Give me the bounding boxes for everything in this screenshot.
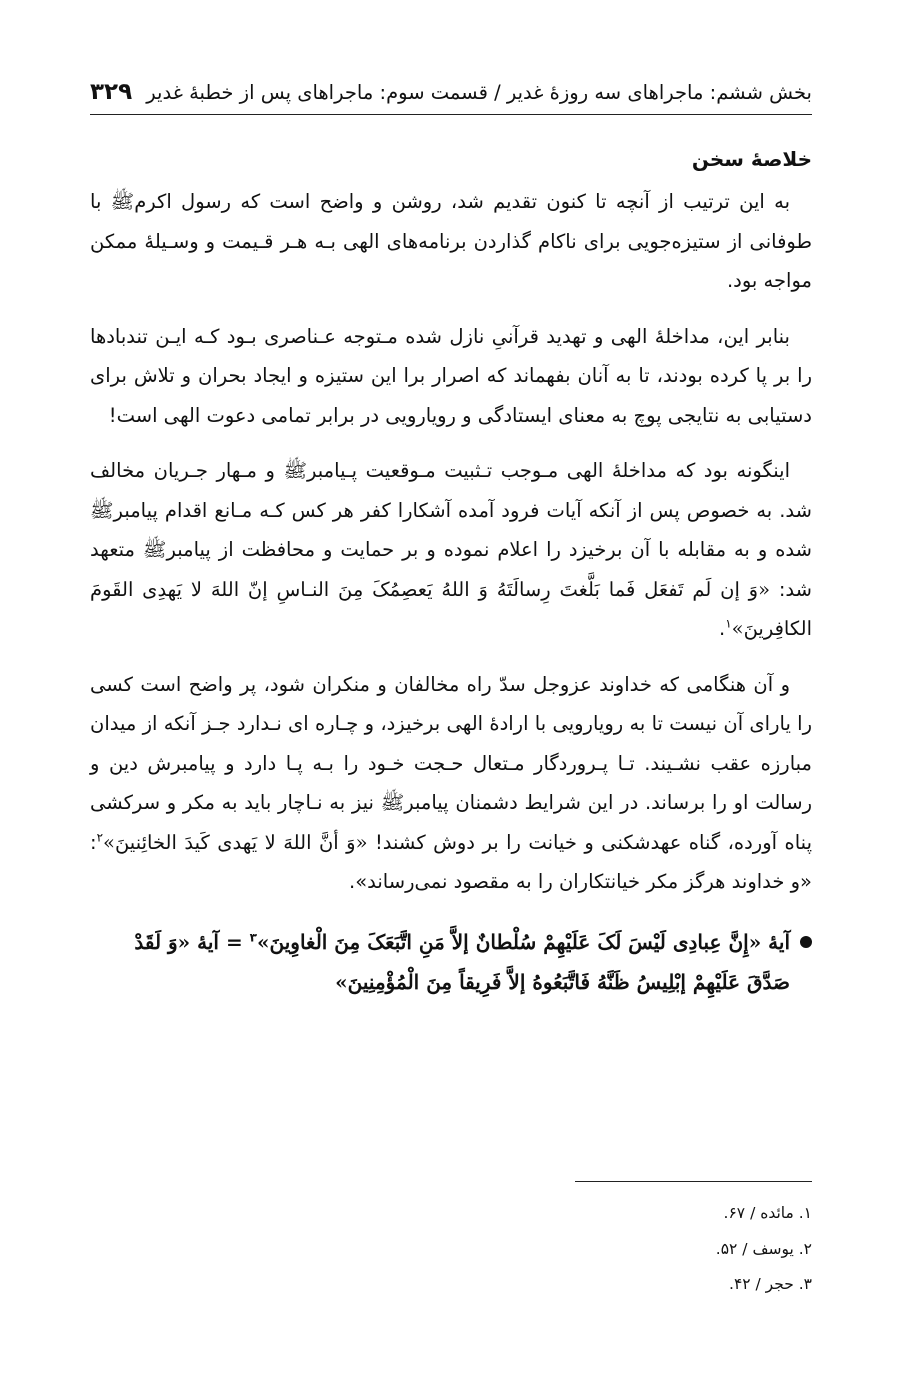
bullet-text: [90, 922, 790, 1002]
page-body: [90, 140, 812, 1002]
bullet-verse-2: = آیهٔ «وَ لَقَدْ صَدَّقَ عَلَیْهِمْ إبْلِیسُ ظَنَّهُ فَاتَّبَعُوهُ إلاَّ فَرِیقاً مِنَ الْمُؤْمِنِینَ»: [134, 929, 790, 994]
page-number: ۳۲۹: [90, 79, 133, 105]
bullet-verse-1: آیهٔ «إِنَّ عِبادِی لَیْسَ لَکَ عَلَیْهِمْ سُلْطانٌ إلاَّ مَنِ اتَّبَعَکَ مِنَ الْغاوِینَ»: [257, 929, 790, 954]
footnote-1: ۱. مائده / ۶۷.: [723, 1204, 812, 1222]
footnote-ref-2[interactable]: ۲: [96, 830, 104, 844]
footnote-divider: [575, 1181, 812, 1182]
footnote-3: ۳. حجر / ۴۲.: [729, 1275, 812, 1293]
footnotes: [90, 1196, 812, 1303]
paragraph-3: [90, 451, 812, 649]
paragraph-4: [90, 665, 812, 902]
footnote-2: ۲. یوسف / ۵۲.: [715, 1239, 812, 1258]
paragraph-2: بنابر این، مداخلهٔ الهی و تهدید قرآنیِ نازل شده مـتوجه عـناصری بـود کـه ایـن تندبادها را بر پا کرده بودند، تا به آنان بفهماند که اصرار برا این ستیزه و ایجاد بحران و تلاش برای دستیابی به نتایجی پوچ به معنای ایستادگی و رویارویی در برابر تمامی دعوت الهی است!: [90, 324, 812, 427]
quran-quote-2: «وَ أنَّ اللهَ لا یَهدی کَیدَ الخائِنینَ»: [103, 830, 368, 854]
paragraph-3-end: .: [718, 617, 726, 640]
running-header-title: بخش ششم: ماجراهای سه روزهٔ غدیر / قسمت سوم: ماجراهای پس از خطبهٔ غدیر: [146, 80, 812, 104]
bullet-dot-icon: [800, 936, 812, 948]
bullet-verse-item: [90, 922, 812, 1002]
paragraph-4-end: : «و خداوند هرگز مکر خیانتکاران را به مقصود نمی‌رساند».: [90, 830, 812, 893]
paragraph-4-text: و آن هنگامی که خداوند عزوجل سدّ راه مخالفان و منکران شود، پر واضح است کسی را یارای آن نیست تا به رویارویی با ارادهٔ الهی برخیزد، و چـاره ای نـدارد جـز آنکه از میدان مبارزه عقب نشـیند. تـا پـروردگار مـتعال حـجت خـود را بـه پـا دارد و پیامبرش دین و رسالت او را برساند. در این شرایط دشمنان پیامبرﷺ نیز به نـاچار باید به مکر و سرکشی پناه آورده، گناه عهدشکنی و خیانت را بر دوش کشند!: [90, 672, 812, 854]
paragraph-1: به این ترتیب از آنچه تا کنون تقدیم شد، روشن و واضح است که رسول اکرمﷺ با طوفانی از ستیزه‌جویی برای ناکام گذاردن برنامه‌های الهی بـه هـر قـیمت و وسـیلهٔ ممکن مواجه بود.: [90, 190, 812, 292]
footnote-ref-1[interactable]: ۱: [725, 616, 732, 631]
section-heading: خلاصهٔ سخن: [691, 147, 812, 171]
paragraph-3-text: اینگونه بود که مداخلهٔ الهی مـوجب تـثبیت مـوقعیت پـیامبرﷺ و مـهار جـریان مخالف شد. به خصوص پس از آنکه آیات فرود آمده آشکارا کفر هر کس کـه مـانع اقدام پیامبرﷺ شده و به مقابله با آن برخیزد را اعلام نموده و بر حمایت و محافظت از پیامبرﷺ متعهد شد:: [90, 459, 812, 601]
quran-quote-1: «وَ إن لَم تَفعَل فَما بَلَّغتَ رِسالَتَهُ وَ اللهُ یَعصِمُکَ مِنَ النـاسِ إنّ اللهَ لا یَهدِی القَومَ الکافِرینَ»: [90, 577, 812, 640]
page-header: [90, 70, 812, 115]
footnote-ref-3[interactable]: ۳: [249, 929, 257, 944]
